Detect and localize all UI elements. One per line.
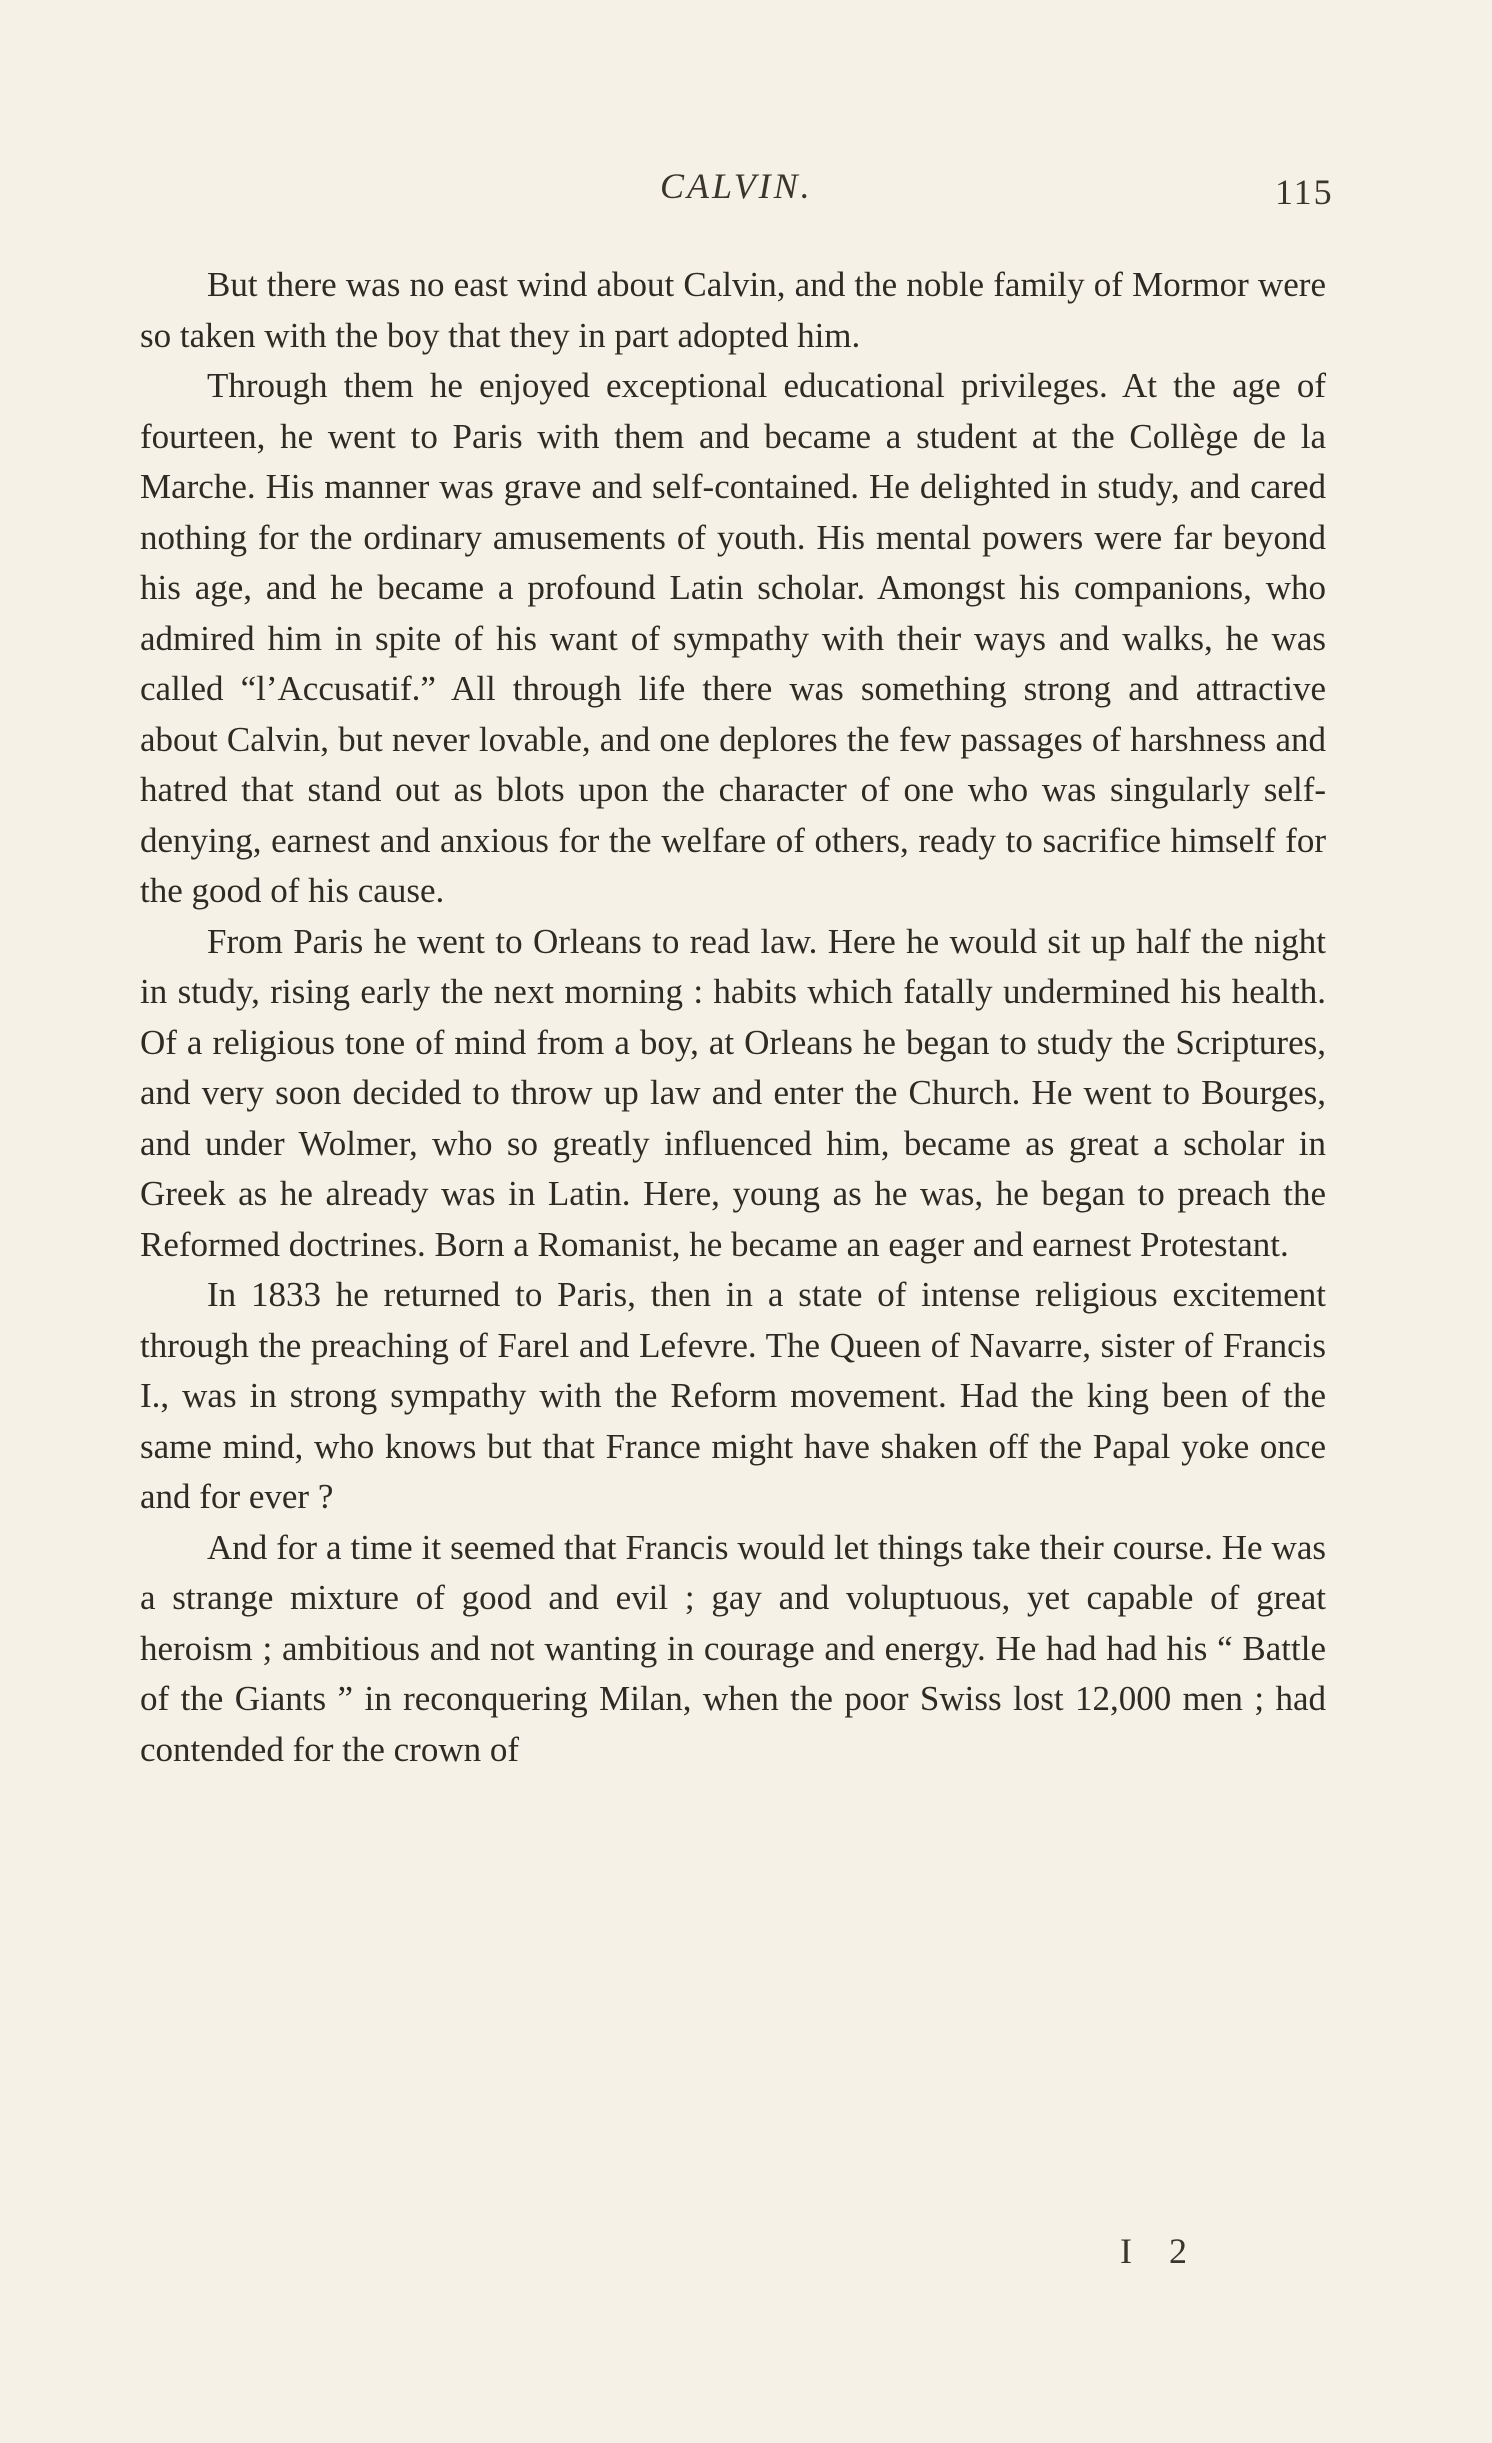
paragraph: From Paris he went to Orleans to read law. Here he would sit up half the night in study, rising early the next morning : habits which fatally undermined his health. Of a religious tone of mind from a boy, at Orleans he began to study the Scriptures, and very soon decided to throw up law and enter the Church. He went to Bourges, and under Wolmer, who so greatly influenced him, became as great a scholar in Greek as he already was in Latin. Here, young as he was, he began to preach the Reformed doctrines. Born a Romanist, he became an eager and earnest Protestant. xyxy=(140,921,1326,1264)
paragraph: But there was no east wind about Calvin, and the noble family of Mormor were so taken with the boy that they in part adopted him. xyxy=(140,265,1326,355)
body-text xyxy=(140,260,1326,1775)
signature-mark: I 2 xyxy=(1120,2231,1201,2271)
chapter-title: CALVIN. xyxy=(660,166,813,206)
running-head xyxy=(0,165,1492,215)
paragraph: And for a time it seemed that Francis would let things take their course. He was a strange mixture of good and evil ; gay and voluptuous, yet capable of great heroism ; ambitious and not wanting in courage and energy. He had had his “ Battle of the Giants ” in reconquering Milan, when the poor Swiss lost 12,000 men ; had contended for the crown of xyxy=(140,1527,1326,1769)
paragraph: In 1833 he returned to Paris, then in a state of intense religious excitement through the preaching of Farel and Lefevre. The Queen of Navarre, sister of Francis I., was in strong sympathy with the Reform movement. Had the king been of the same mind, who knows but that France might have shaken off the Papal yoke once and for ever ? xyxy=(140,1275,1326,1516)
page-number: 115 xyxy=(1275,172,1334,212)
paragraph: Through them he enjoyed exceptional educational privileges. At the age of fourteen, he went to Paris with them and became a student at the Collège de la Marche. His manner was grave and self-contained. He delighted in study, and cared nothing for the ordinary amusements of youth. His mental powers were far beyond his age, and he became a profound Latin scholar. Amongst his companions, who admired him in spite of his want of sympathy with their ways and walks, he was called “l’Accusatif.” All through life there was something strong and attractive about Calvin, but never lovable, and one deplores the few passages of harshness and hatred that stand out as blots upon the character of one who was singularly self-denying, earnest and anxious for the welfare of others, ready to sacrifice himself for the good of his cause. xyxy=(140,366,1326,910)
